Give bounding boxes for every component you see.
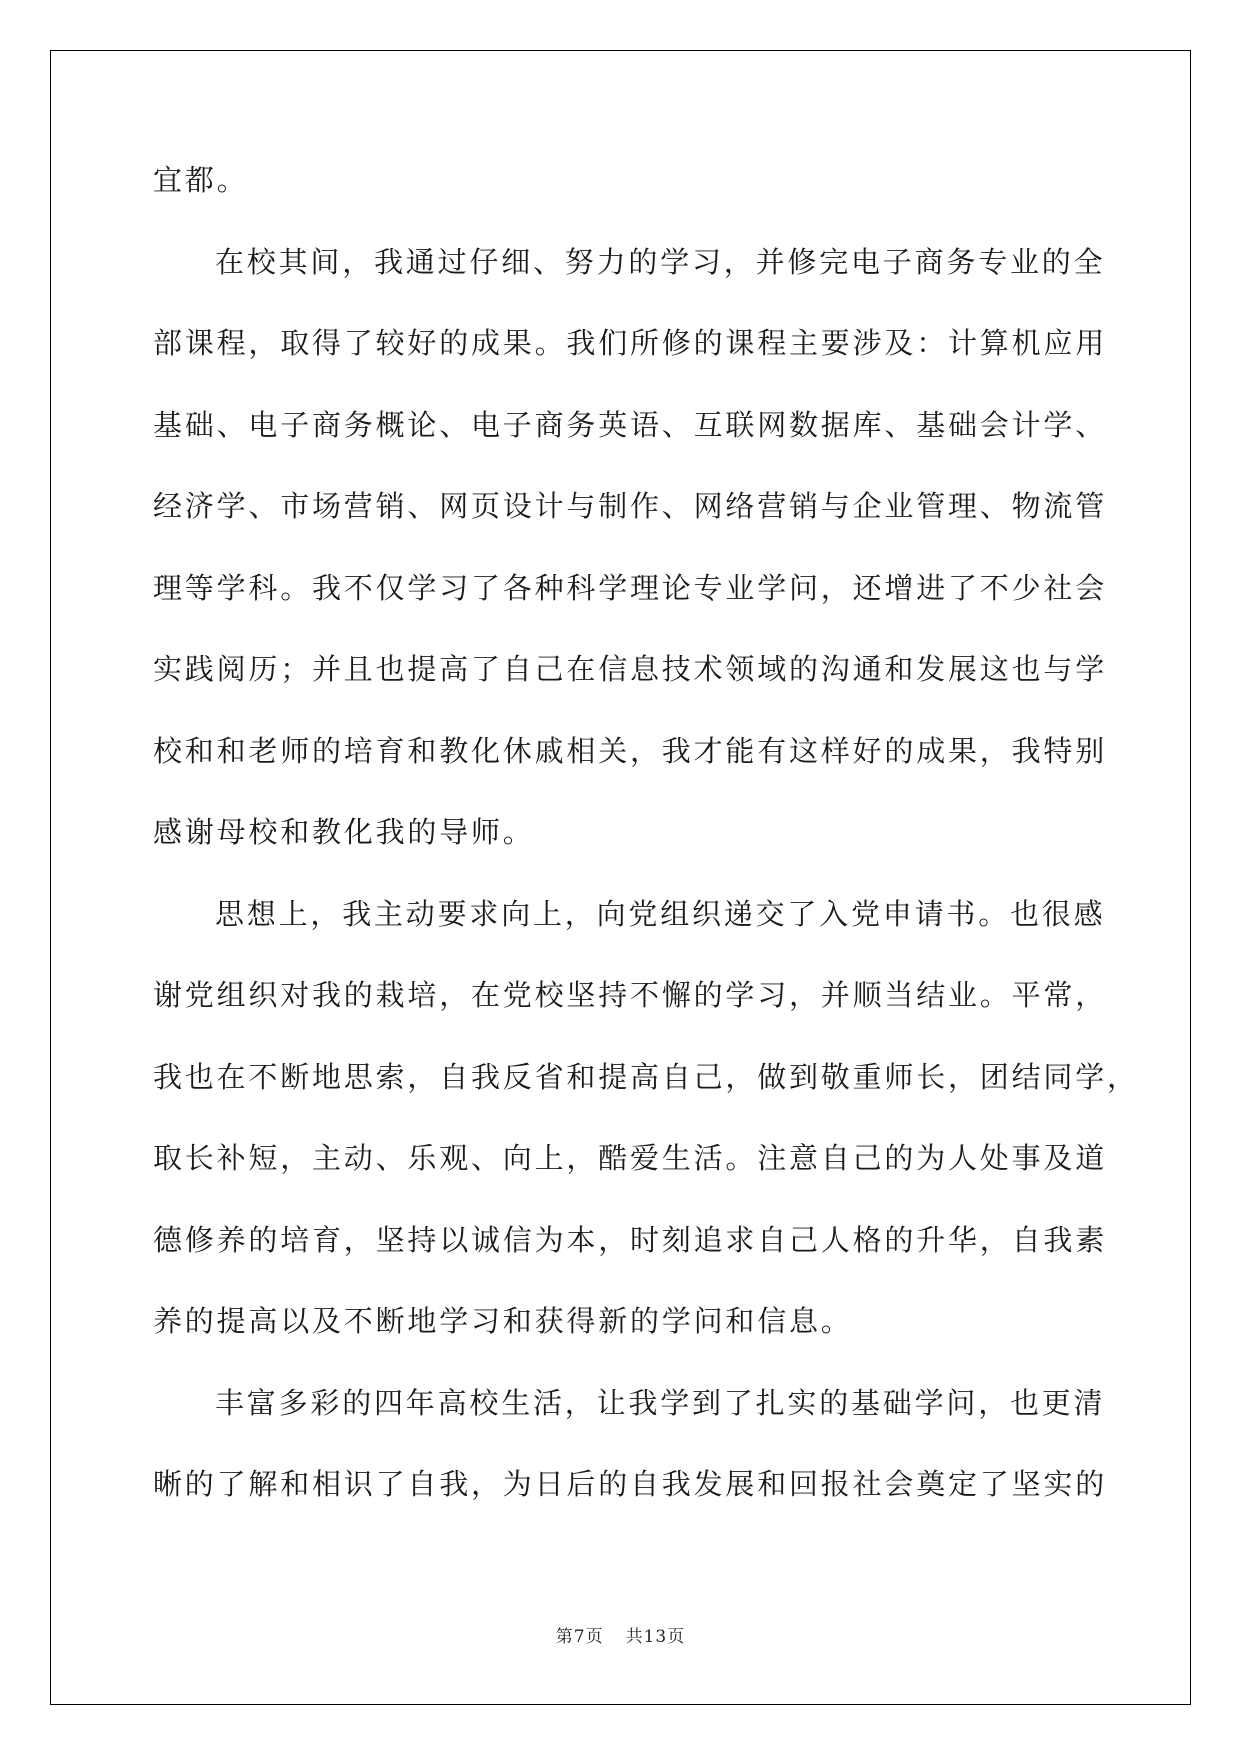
text-line: 基础、电子商务概论、电子商务英语、互联网数据库、基础会计学、 <box>153 407 1108 442</box>
text-line: 德修养的培育，坚持以诚信为本，时刻追求自己人格的升华，自我素 <box>153 1222 1108 1257</box>
text-line: 宜都。 <box>153 163 249 197</box>
text-line: 晰的了解和相识了自我，为日后的自我发展和回报社会奠定了坚实的 <box>153 1467 1108 1501</box>
text-line: 部课程，取得了较好的成果。我们所修的课程主要涉及：计算机应用 <box>153 326 1108 360</box>
text-line: 谢党组织对我的栽培，在党校坚持不懈的学习，并顺当结业。平常， <box>153 978 1108 1012</box>
text-line: 取长补短，主动、乐观、向上，酷爱生活。注意自己的为人处事及道 <box>153 1141 1108 1175</box>
text-line: 感谢母校和教化我的导师。 <box>153 815 535 849</box>
text-line: 实践阅历；并且也提高了自己在信息技术领域的沟通和发展这也与学 <box>153 652 1108 686</box>
text-line: 思想上，我主动要求向上，向党组织递交了入党申请书。也很感 <box>215 896 1106 931</box>
page-footer <box>0 1622 1241 1647</box>
body-text <box>153 140 1139 1526</box>
text-line: 养的提高以及不断地学习和获得新的学问和信息。 <box>153 1304 853 1338</box>
text-line: 校和和老师的培育和教化休戚相关，我才能有这样好的成果，我特别 <box>153 733 1108 768</box>
page-number-current: 第7页 <box>555 1627 604 1647</box>
text-line: 理等学科。我不仅学习了各种科学理论专业学问，还增进了不少社会 <box>153 570 1108 605</box>
text-line: 丰富多彩的四年高校生活，让我学到了扎实的基础学问，也更清 <box>215 1385 1106 1420</box>
text-line: 我也在不断地思索，自我反省和提高自己，做到敬重师长，团结同学， <box>153 1059 1139 1094</box>
text-line: 在校其间，我通过仔细、努力的学习，并修完电子商务专业的全 <box>215 244 1106 279</box>
text-line: 经济学、市场营销、网页设计与制作、网络营销与企业管理、物流管 <box>153 489 1108 523</box>
page-number-total: 共13页 <box>625 1627 686 1647</box>
